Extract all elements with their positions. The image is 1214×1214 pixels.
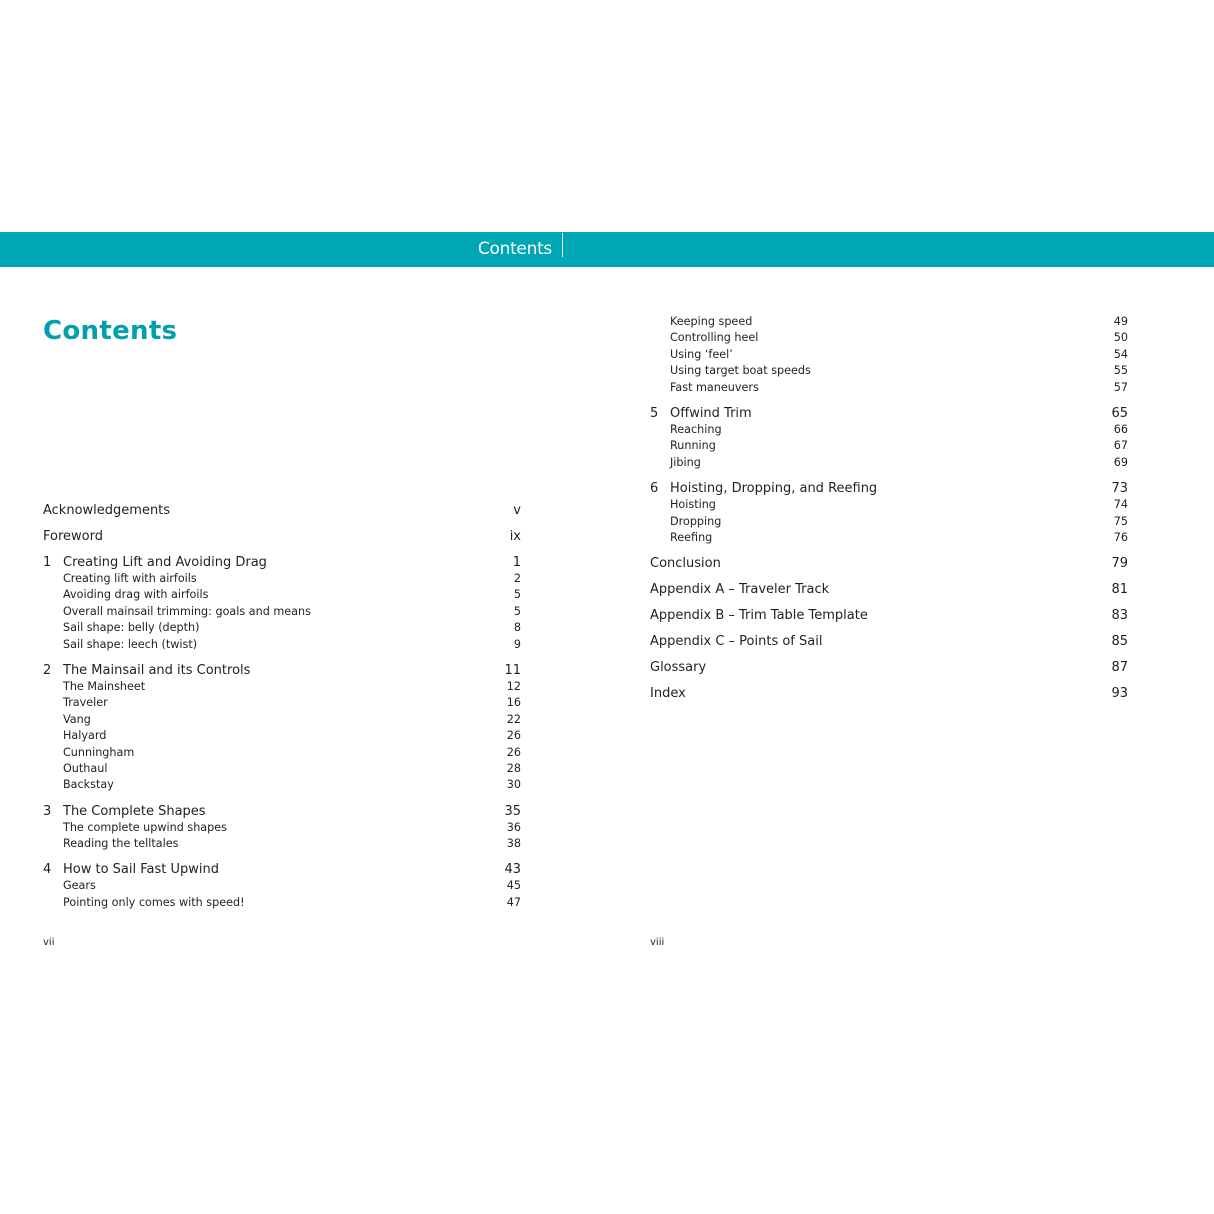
- section-page: 50: [1113, 331, 1128, 345]
- section-label: Gears: [63, 879, 96, 893]
- toc-section-entry[interactable]: [43, 679, 521, 695]
- toc-section-entry[interactable]: [43, 637, 521, 653]
- section-page: 28: [506, 761, 521, 775]
- chapter-title: Hoisting, Dropping, and Reefing: [670, 481, 878, 497]
- section-page: 74: [1113, 498, 1128, 512]
- section-page: 5: [513, 604, 521, 618]
- section-label: Keeping speed: [670, 315, 753, 328]
- section-label: Overall mainsail trimming: goals and means: [63, 604, 311, 618]
- toc-entry-label: Glossary: [650, 660, 707, 676]
- toc-entry-page: 81: [1111, 582, 1128, 598]
- toc-entry-page: 93: [1111, 686, 1128, 702]
- section-label: Backstay: [63, 778, 114, 792]
- section-page: 55: [1113, 364, 1128, 378]
- toc-back-matter-appendix-a: [650, 581, 1128, 598]
- toc-back-matter-index: [650, 685, 1128, 702]
- toc-back-matter-conclusion: [650, 555, 1128, 572]
- toc-back-matter-appendix-c: [650, 633, 1128, 650]
- section-label: The complete upwind shapes: [63, 820, 227, 834]
- page-number-left: vii: [43, 937, 55, 948]
- section-label: Reaching: [670, 422, 722, 436]
- toc-section-entry[interactable]: [43, 620, 521, 636]
- chapter-number: 5: [650, 405, 659, 421]
- chapter-number: 1: [43, 555, 52, 570]
- section-page: 2: [513, 572, 521, 585]
- toc-entry-label: Appendix A – Traveler Track: [650, 582, 830, 598]
- toc-entry-page: 79: [1111, 556, 1128, 572]
- toc-section-entry[interactable]: [43, 571, 521, 587]
- toc-entry[interactable]: [650, 607, 1128, 624]
- section-label: Controlling heel: [670, 331, 759, 345]
- section-page: 38: [506, 837, 521, 851]
- toc-chapter-3: [43, 803, 521, 853]
- chapter-number: 2: [43, 662, 52, 678]
- toc-entry[interactable]: [650, 685, 1128, 702]
- section-label: Sail shape: belly (depth): [63, 621, 200, 635]
- chapter-page: 11: [504, 662, 521, 678]
- chapter-title: Offwind Trim: [670, 405, 752, 421]
- toc-section-entry[interactable]: [43, 604, 521, 620]
- toc-section-entry[interactable]: [650, 422, 1128, 438]
- section-page: 69: [1113, 455, 1128, 469]
- toc-back-matter-glossary: [650, 659, 1128, 676]
- section-label: Hoisting: [670, 498, 716, 512]
- toc-section-entry[interactable]: [43, 895, 521, 911]
- section-page: 57: [1113, 380, 1128, 394]
- toc-chapter-4: [43, 861, 521, 911]
- toc-chapter-entry[interactable]: [650, 405, 1128, 422]
- section-page: 30: [506, 778, 521, 792]
- toc-section-entry[interactable]: [650, 363, 1128, 379]
- toc-section-entry[interactable]: [43, 878, 521, 894]
- toc-section-entry[interactable]: [43, 777, 521, 793]
- toc-entry-page: ix: [509, 529, 521, 544]
- toc-section-entry[interactable]: [43, 728, 521, 744]
- chapter-title: How to Sail Fast Upwind: [63, 862, 220, 878]
- toc-entry[interactable]: [650, 581, 1128, 598]
- chapter-page: 35: [504, 803, 521, 819]
- toc-entry-page: v: [513, 503, 521, 518]
- chapter-title: The Mainsail and its Controls: [63, 662, 251, 678]
- section-label: Using ‘feel’: [670, 347, 733, 361]
- page-number-right: viii: [650, 937, 665, 948]
- toc-section-entry[interactable]: [650, 380, 1128, 396]
- toc-entry-page: 87: [1111, 660, 1128, 676]
- section-page: 26: [506, 745, 521, 759]
- toc-entry-page: 83: [1111, 608, 1128, 624]
- toc-front-matter-acknowledgements: [43, 502, 521, 519]
- section-page: 36: [506, 820, 521, 834]
- section-page: 66: [1113, 422, 1128, 436]
- toc-left-page: [43, 502, 521, 920]
- toc-chapter-4-continued: [650, 314, 1128, 396]
- toc-front-matter-foreword: [43, 528, 521, 545]
- chapter-page: 1: [512, 555, 521, 570]
- section-page: 76: [1113, 530, 1128, 544]
- toc-entry-label: Index: [650, 686, 686, 702]
- toc-entry[interactable]: [43, 502, 521, 519]
- toc-right-page: [650, 314, 1128, 711]
- section-label: Vang: [63, 712, 91, 726]
- toc-section-entry[interactable]: [43, 745, 521, 761]
- toc-section-entry[interactable]: [650, 330, 1128, 346]
- toc-chapter-5: [650, 405, 1128, 471]
- toc-entry[interactable]: [43, 528, 521, 545]
- section-page: 12: [506, 679, 521, 693]
- toc-entry-label: Appendix C – Points of Sail: [650, 634, 823, 650]
- toc-section-entry[interactable]: [650, 314, 1128, 330]
- running-header-band: [0, 232, 1214, 267]
- section-page: 8: [513, 621, 521, 635]
- section-page: 47: [506, 895, 521, 909]
- section-page: 75: [1113, 514, 1128, 528]
- section-page: 54: [1113, 347, 1128, 361]
- section-label: Traveler: [63, 696, 108, 710]
- toc-entry-label: Conclusion: [650, 556, 721, 572]
- chapter-number: 3: [43, 803, 52, 819]
- toc-entry[interactable]: [650, 633, 1128, 650]
- section-label: Using target boat speeds: [670, 364, 811, 378]
- toc-entry-page: 85: [1111, 634, 1128, 650]
- toc-section-entry[interactable]: [650, 455, 1128, 471]
- toc-chapter-entry[interactable]: [43, 662, 521, 679]
- toc-section-entry[interactable]: [43, 761, 521, 777]
- toc-chapter-6: [650, 480, 1128, 546]
- toc-entry[interactable]: [650, 659, 1128, 676]
- chapter-page: 73: [1111, 481, 1128, 497]
- toc-entry-label: Acknowledgements: [43, 503, 171, 518]
- toc-chapter-entry[interactable]: [43, 803, 521, 820]
- section-label: Creating lift with airfoils: [63, 572, 197, 585]
- chapter-number: 6: [650, 481, 659, 497]
- section-label: Reading the telltales: [63, 837, 179, 851]
- section-page: 45: [506, 879, 521, 893]
- section-label: Outhaul: [63, 761, 108, 775]
- section-page: 9: [513, 637, 521, 651]
- toc-chapter-2: [43, 662, 521, 794]
- toc-entry-label: Foreword: [43, 529, 103, 544]
- toc-entry[interactable]: [650, 555, 1128, 572]
- toc-back-matter-appendix-b: [650, 607, 1128, 624]
- section-page: 5: [513, 588, 521, 602]
- toc-entry-label: Appendix B – Trim Table Template: [650, 608, 868, 624]
- chapter-title: Creating Lift and Avoiding Drag: [63, 555, 267, 570]
- page-title: Contents: [43, 316, 178, 346]
- toc-section-entry[interactable]: [650, 514, 1128, 530]
- toc-chapter-entry[interactable]: [43, 554, 521, 571]
- section-label: Avoiding drag with airfoils: [63, 588, 209, 602]
- toc-section-entry[interactable]: [650, 497, 1128, 513]
- section-label: Halyard: [63, 729, 107, 743]
- chapter-page: 43: [504, 862, 521, 878]
- section-label: Dropping: [670, 514, 722, 528]
- chapter-title: The Complete Shapes: [63, 803, 206, 819]
- section-page: 49: [1113, 315, 1128, 328]
- section-page: 16: [506, 696, 521, 710]
- toc-section-entry[interactable]: [43, 587, 521, 603]
- toc-chapter-entry[interactable]: [43, 861, 521, 878]
- toc-section-entry[interactable]: [43, 820, 521, 836]
- section-page: 22: [506, 712, 521, 726]
- toc-section-entry[interactable]: [650, 347, 1128, 363]
- toc-section-entry[interactable]: [43, 695, 521, 711]
- chapter-page: 65: [1111, 405, 1128, 421]
- running-header-title: Contents: [477, 239, 552, 259]
- section-label: Cunningham: [63, 745, 135, 759]
- section-label: The Mainsheet: [63, 679, 146, 693]
- section-label: Pointing only comes with speed!: [63, 895, 245, 909]
- toc-chapter-entry[interactable]: [650, 480, 1128, 497]
- toc-section-entry[interactable]: [650, 438, 1128, 454]
- section-label: Running: [670, 439, 716, 453]
- chapter-number: 4: [43, 862, 52, 878]
- section-label: Reefing: [670, 530, 713, 544]
- running-header-divider: [562, 233, 563, 257]
- section-label: Fast maneuvers: [670, 380, 759, 394]
- section-label: Jibing: [670, 455, 701, 469]
- section-page: 67: [1113, 439, 1128, 453]
- toc-section-entry[interactable]: [650, 530, 1128, 546]
- section-label: Sail shape: leech (twist): [63, 637, 198, 651]
- toc-chapter-1: [43, 554, 521, 653]
- toc-section-entry[interactable]: [43, 712, 521, 728]
- toc-section-entry[interactable]: [43, 836, 521, 852]
- section-page: 26: [506, 729, 521, 743]
